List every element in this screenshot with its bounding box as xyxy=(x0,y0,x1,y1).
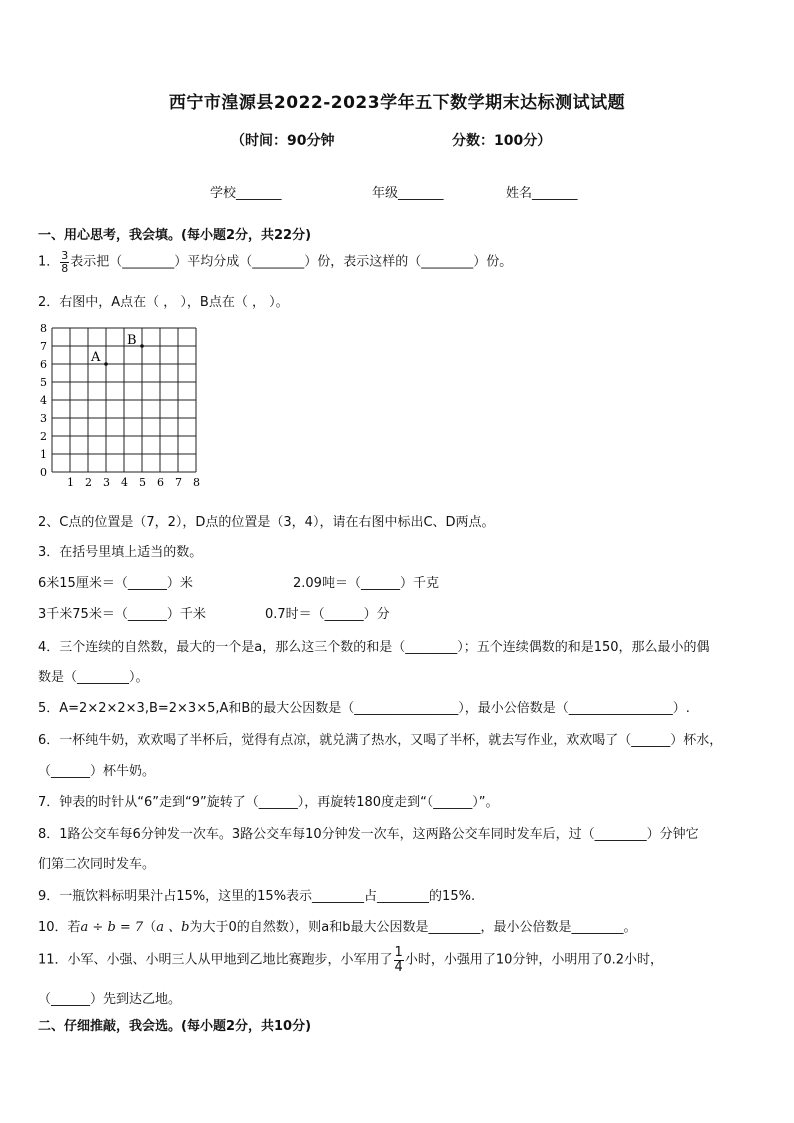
question-6-line1: 6．一杯纯牛奶，欢欢喝了半杯后，觉得有点凉，就兑满了热水，又喝了半杯，就去写作业，欢欢喝了（______）杯水， xyxy=(38,733,723,748)
score-label: 分数：100分） xyxy=(452,133,552,149)
question-10 xyxy=(38,916,636,935)
x-tick-label: 7 xyxy=(175,476,182,489)
y-tick-label: 2 xyxy=(40,430,47,443)
y-tick-label: 0 xyxy=(40,466,47,479)
question-4-line2: 数是（________）。 xyxy=(38,670,149,685)
question-11 xyxy=(38,946,663,974)
q1-text: 表示把（________）平均分成（________）份，表示这样的（________）份。 xyxy=(70,254,513,270)
name-field[interactable]: 姓名_______ xyxy=(506,186,578,201)
q10-expression: a ÷ b = 7 xyxy=(80,920,144,935)
school-field[interactable]: 学校_______ xyxy=(210,186,282,201)
q1-fraction xyxy=(60,250,69,274)
y-tick-label: 4 xyxy=(40,394,47,407)
q3-item-b: 2.09吨＝（______）千克 xyxy=(293,576,439,591)
y-tick-label: 3 xyxy=(40,412,47,425)
y-tick-label: 8 xyxy=(40,322,47,335)
q10-post: 为大于0的自然数），则a和b最大公因数是________，最小公倍数是________。 xyxy=(189,920,637,935)
question-5: 5．A=2×2×2×3,B=2×3×5,A和B的最大公因数是（________________），最小公倍数是（________________）. xyxy=(38,701,690,716)
grid-svg xyxy=(36,320,211,495)
question-7: 7．钟表的时针从“6”走到“9”旋转了（______），再旋转180度走到“（______）”。 xyxy=(38,795,499,810)
q1-frac-den: 8 xyxy=(61,261,69,275)
y-tick-label: 5 xyxy=(40,376,47,389)
x-tick-label: 6 xyxy=(157,476,164,489)
question-2: 2．右图中，A点在（ ， ），B点在（ ， ）。 xyxy=(38,295,289,310)
time-label: （时间：90分钟 xyxy=(231,133,335,149)
question-8-line2: 们第二次同时发车。 xyxy=(38,857,156,872)
q1-number: 1． xyxy=(38,254,60,270)
point-a xyxy=(104,362,108,366)
x-tick-label: 4 xyxy=(121,476,128,489)
q11-fraction xyxy=(394,946,404,974)
grade-field[interactable]: 年级_______ xyxy=(372,186,444,201)
q3-item-a: 6米15厘米＝（______）米 xyxy=(38,576,193,591)
point-a-label: A xyxy=(91,350,101,365)
q3-item-c: 3千米75米＝（______）千米 xyxy=(38,607,206,622)
q11-frac-num: 1 xyxy=(394,945,403,960)
question-2-part-b: 2、C点的位置是（7，2），D点的位置是（3，4），请在右图中标出C、D两点。 xyxy=(38,515,495,530)
point-b-label: B xyxy=(127,333,137,348)
x-tick-label: 5 xyxy=(139,476,146,489)
coordinate-grid[interactable] xyxy=(36,320,211,495)
q11-pre: 11．小军、小强、小明三人从甲地到乙地比赛跑步，小军用了 xyxy=(38,952,393,968)
q3-item-d: 0.7时＝（______）分 xyxy=(265,607,390,622)
x-tick-label: 8 xyxy=(193,476,200,489)
question-6-line2: （______）杯牛奶。 xyxy=(38,764,156,779)
x-tick-label: 3 xyxy=(103,476,110,489)
section1-heading: 一、用心思考，我会填。(每小题2分，共22分) xyxy=(38,228,312,243)
q11-post: 小时，小强用了10分钟，小明用了0.2小时， xyxy=(404,952,664,968)
question-3: 3．在括号里填上适当的数。 xyxy=(38,545,203,560)
question-1 xyxy=(38,250,512,274)
q10-mid: （ xyxy=(143,920,157,935)
x-tick-label: 2 xyxy=(85,476,92,489)
q1-frac-num: 3 xyxy=(61,249,69,262)
question-9: 9．一瓶饮料标明果汁占15%，这里的15%表示________占________的15%. xyxy=(38,889,476,904)
q10-vars: a 、b xyxy=(156,920,190,935)
point-b xyxy=(140,344,144,348)
x-tick-label: 1 xyxy=(67,476,74,489)
page-title: 西宁市湟源县2022-2023学年五下数学期末达标测试试题 xyxy=(168,93,626,113)
q10-pre: 10．若 xyxy=(38,920,81,935)
section2-heading: 二、仔细推敲，我会选。(每小题2分，共10分) xyxy=(38,1019,312,1034)
y-tick-label: 1 xyxy=(40,448,47,461)
q11-frac-den: 4 xyxy=(394,959,403,975)
question-4-line1: 4．三个连续的自然数，最大的一个是a，那么这三个数的和是（________）；五个连续偶数的和是150，那么最小的偶 xyxy=(38,640,710,655)
y-tick-label: 7 xyxy=(40,340,47,353)
question-11-line2: （______）先到达乙地。 xyxy=(38,992,182,1007)
y-tick-label: 6 xyxy=(40,358,47,371)
question-8-line1: 8．1路公交车每6分钟发一次车。3路公交车每10分钟发一次车，这两路公交车同时发车后，过（________）分钟它 xyxy=(38,827,699,842)
